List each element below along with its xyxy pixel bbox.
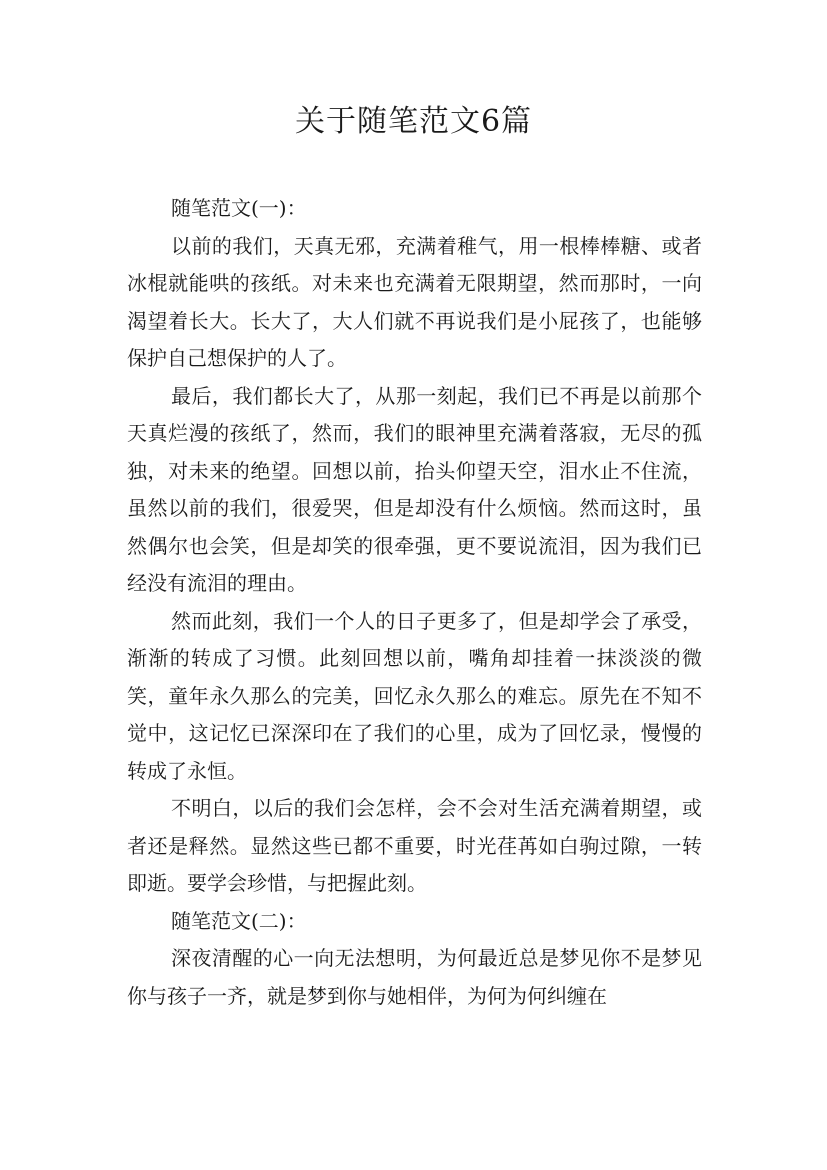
paragraph-4: 不明白，以后的我们会怎样，会不会对生活充满着期望，或者还是释然。显然这些已都不重要，时光荏苒如白驹过隙，一转即逝。要学会珍惜，与把握此刻。 (127, 796, 702, 895)
document-body (127, 190, 702, 1015)
document-title: 关于随笔范文6篇 (294, 104, 533, 139)
paragraph-2: 最后，我们都长大了，从那一刻起，我们已不再是以前那个天真烂漫的孩纸了，然而，我们的眼神里充满着落寂，无尽的孤独，对未来的绝望。回想以前，抬头仰望天空，泪水止不住流，虽然以前的我们，很爱哭，但是却没有什么烦恼。然而这时，虽然偶尔也会笑，但是却笑的很牵强，更不要说流泪，因为我们已经没有流泪的理由。 (127, 383, 702, 595)
paragraph-1: 以前的我们，天真无邪，充满着稚气，用一根棒棒糖、或者冰棍就能哄的孩纸。对未来也充满着无限期望，然而那时，一向渴望着长大。长大了，大人们就不再说我们是小屁孩了，也能够保护自己想保护的人了。 (127, 233, 702, 370)
section-heading-1: 随笔范文(一)： (171, 196, 307, 220)
section-heading-2: 随笔范文(二)： (171, 908, 307, 933)
paragraph-3: 然而此刻，我们一个人的日子更多了，但是却学会了承受，渐渐的转成了习惯。此刻回想以前，嘴角却挂着一抹淡淡的微笑，童年永久那么的完美，回忆永久那么的难忘。原先在不知不觉中，这记忆已深深印在了我们的心里，成为了回忆录，慢慢的转成了永恒。 (127, 608, 702, 783)
paragraph-5: 深夜清醒的心一向无法想明，为何最近总是梦见你不是梦见你与孩子一齐，就是梦到你与她相伴，为何为何纠缠在 (127, 946, 702, 1008)
